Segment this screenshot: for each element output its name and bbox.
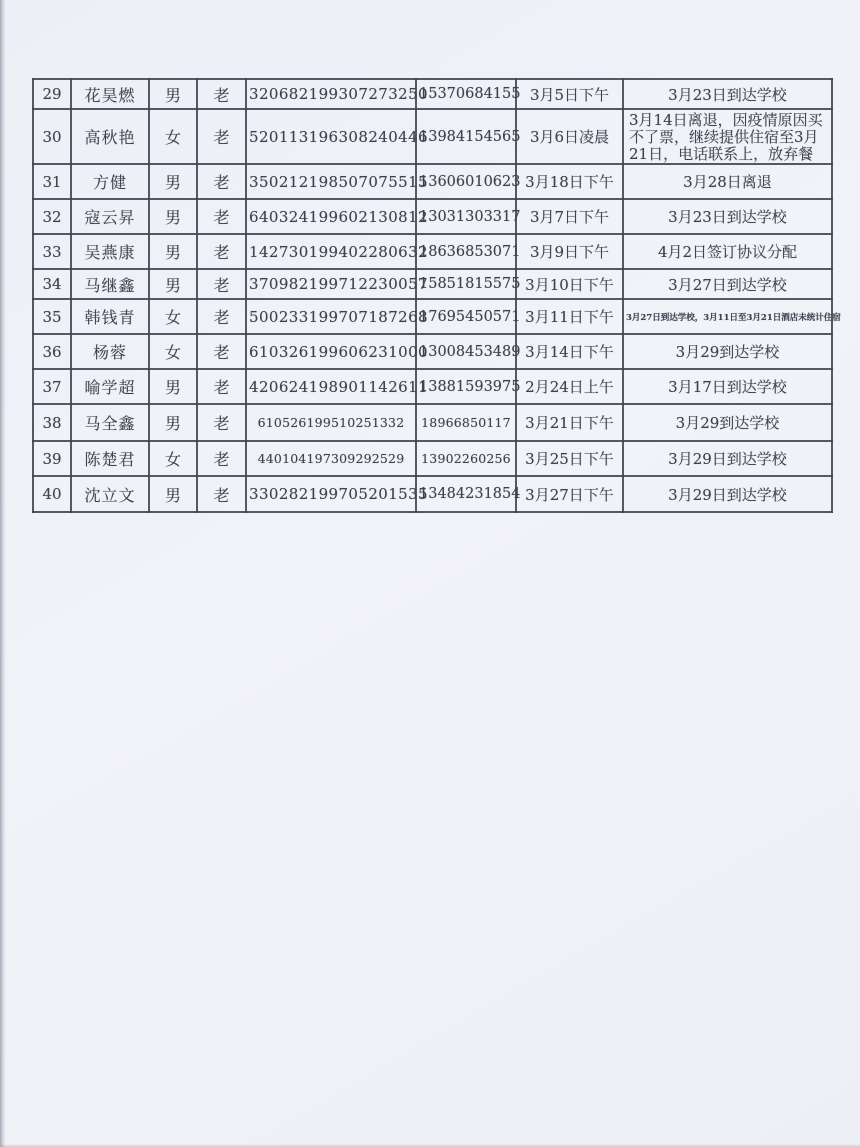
table-row	[33, 369, 832, 404]
table-row	[33, 199, 832, 234]
cell-id-number: 350212198507075515	[246, 164, 416, 199]
cell-row-number: 32	[33, 199, 71, 234]
cell-id-number: 330282199705201535	[246, 476, 416, 512]
cell-gender: 男	[149, 476, 197, 512]
cell-id-number: 610326199606231000	[246, 334, 416, 369]
cell-note: 3月29日到达学校	[623, 476, 832, 512]
cell-category: 老	[197, 404, 246, 441]
cell-arrival-time: 3月21日下午	[516, 404, 623, 441]
cell-category: 老	[197, 476, 246, 512]
cell-name: 马全鑫	[71, 404, 149, 441]
cell-row-number: 29	[33, 79, 71, 109]
cell-category: 老	[197, 441, 246, 476]
cell-note: 3月23日到达学校	[623, 79, 832, 109]
cell-row-number: 36	[33, 334, 71, 369]
table-row	[33, 476, 832, 512]
cell-category: 老	[197, 369, 246, 404]
cell-id-number: 420624198901142611	[246, 369, 416, 404]
cell-gender: 女	[149, 441, 197, 476]
cell-gender: 女	[149, 334, 197, 369]
cell-row-number: 40	[33, 476, 71, 512]
cell-name: 陈楚君	[71, 441, 149, 476]
cell-name: 寇云昇	[71, 199, 149, 234]
cell-arrival-time: 3月14日下午	[516, 334, 623, 369]
cell-gender: 男	[149, 269, 197, 299]
cell-note: 3月17日到达学校	[623, 369, 832, 404]
cell-row-number: 33	[33, 234, 71, 269]
cell-name: 杨蓉	[71, 334, 149, 369]
cell-row-number: 35	[33, 299, 71, 334]
cell-category: 老	[197, 234, 246, 269]
cell-name: 喻学超	[71, 369, 149, 404]
roster-table-body	[33, 79, 841, 512]
cell-phone: 13984154565	[416, 109, 516, 164]
cell-gender: 男	[149, 79, 197, 109]
cell-category: 老	[197, 299, 246, 334]
cell-arrival-time: 3月9日下午	[516, 234, 623, 269]
table-row	[33, 79, 832, 109]
cell-row-number: 37	[33, 369, 71, 404]
table-row	[33, 269, 832, 299]
cell-row-number: 38	[33, 404, 71, 441]
cell-category: 老	[197, 79, 246, 109]
cell-category: 老	[197, 109, 246, 164]
cell-gender: 男	[149, 369, 197, 404]
roster-table	[32, 78, 841, 513]
scan-edge-artifact	[0, 0, 6, 1147]
cell-gender: 女	[149, 299, 197, 334]
cell-gender: 男	[149, 404, 197, 441]
cell-name: 马继鑫	[71, 269, 149, 299]
cell-arrival-time: 3月25日下午	[516, 441, 623, 476]
table-row	[33, 404, 832, 441]
table-row	[33, 441, 832, 476]
cell-id-number: 640324199602130812	[246, 199, 416, 234]
cell-note: 4月2日签订协议分配	[623, 234, 832, 269]
cell-category: 老	[197, 334, 246, 369]
cell-phone: 15851815575	[416, 269, 516, 299]
cell-arrival-time: 3月18日下午	[516, 164, 623, 199]
cell-row-number: 31	[33, 164, 71, 199]
table-row	[33, 164, 832, 199]
cell-gender: 男	[149, 234, 197, 269]
cell-phone: 13902260256	[416, 441, 516, 476]
cell-row-number: 34	[33, 269, 71, 299]
cell-phone: 17695450571	[416, 299, 516, 334]
cell-note: 3月23日到达学校	[623, 199, 832, 234]
cell-name: 高秋艳	[71, 109, 149, 164]
cell-arrival-time: 3月6日凌晨	[516, 109, 623, 164]
cell-name: 吴燕康	[71, 234, 149, 269]
cell-row-number: 30	[33, 109, 71, 164]
cell-gender: 男	[149, 199, 197, 234]
cell-name: 韩钱青	[71, 299, 149, 334]
cell-phone: 13031303317	[416, 199, 516, 234]
cell-phone: 18966850117	[416, 404, 516, 441]
cell-note: 3月27日到达学校	[623, 269, 832, 299]
cell-arrival-time: 3月27日下午	[516, 476, 623, 512]
table-row	[33, 299, 832, 334]
cell-gender: 女	[149, 109, 197, 164]
cell-phone: 13484231854	[416, 476, 516, 512]
table-row	[33, 334, 832, 369]
cell-arrival-time: 3月5日下午	[516, 79, 623, 109]
table-row	[33, 109, 832, 164]
cell-id-number: 320682199307273250	[246, 79, 416, 109]
cell-gender: 男	[149, 164, 197, 199]
cell-category: 老	[197, 164, 246, 199]
cell-phone: 13606010623	[416, 164, 516, 199]
cell-phone: 18636853071	[416, 234, 516, 269]
cell-note: 3月29日到达学校	[623, 441, 832, 476]
cell-note: 3月28日离退	[623, 164, 832, 199]
cell-note: 3月14日离退，因疫情原因买不了票，继续提供住宿至3月21日，电话联系上，放弃餐	[623, 109, 832, 164]
cell-id-number: 500233199707187268	[246, 299, 416, 334]
cell-note: 3月27日到达学校，3月11日至3月21日酒店未统计住宿	[623, 299, 832, 334]
cell-id-number: 440104197309292529	[246, 441, 416, 476]
cell-id-number: 520113196308240446	[246, 109, 416, 164]
cell-category: 老	[197, 269, 246, 299]
cell-phone: 15370684155	[416, 79, 516, 109]
cell-name: 沈立文	[71, 476, 149, 512]
cell-arrival-time: 3月11日下午	[516, 299, 623, 334]
cell-phone: 13008453489	[416, 334, 516, 369]
cell-name: 方健	[71, 164, 149, 199]
cell-phone: 13881593975	[416, 369, 516, 404]
cell-id-number: 370982199712230057	[246, 269, 416, 299]
cell-note: 3月29到达学校	[623, 334, 832, 369]
cell-name: 花昊燃	[71, 79, 149, 109]
cell-id-number: 142730199402280632	[246, 234, 416, 269]
cell-note: 3月29到达学校	[623, 404, 832, 441]
table-row	[33, 234, 832, 269]
cell-category: 老	[197, 199, 246, 234]
cell-row-number: 39	[33, 441, 71, 476]
cell-id-number: 610526199510251332	[246, 404, 416, 441]
cell-arrival-time: 3月7日下午	[516, 199, 623, 234]
cell-arrival-time: 2月24日上午	[516, 369, 623, 404]
cell-arrival-time: 3月10日下午	[516, 269, 623, 299]
